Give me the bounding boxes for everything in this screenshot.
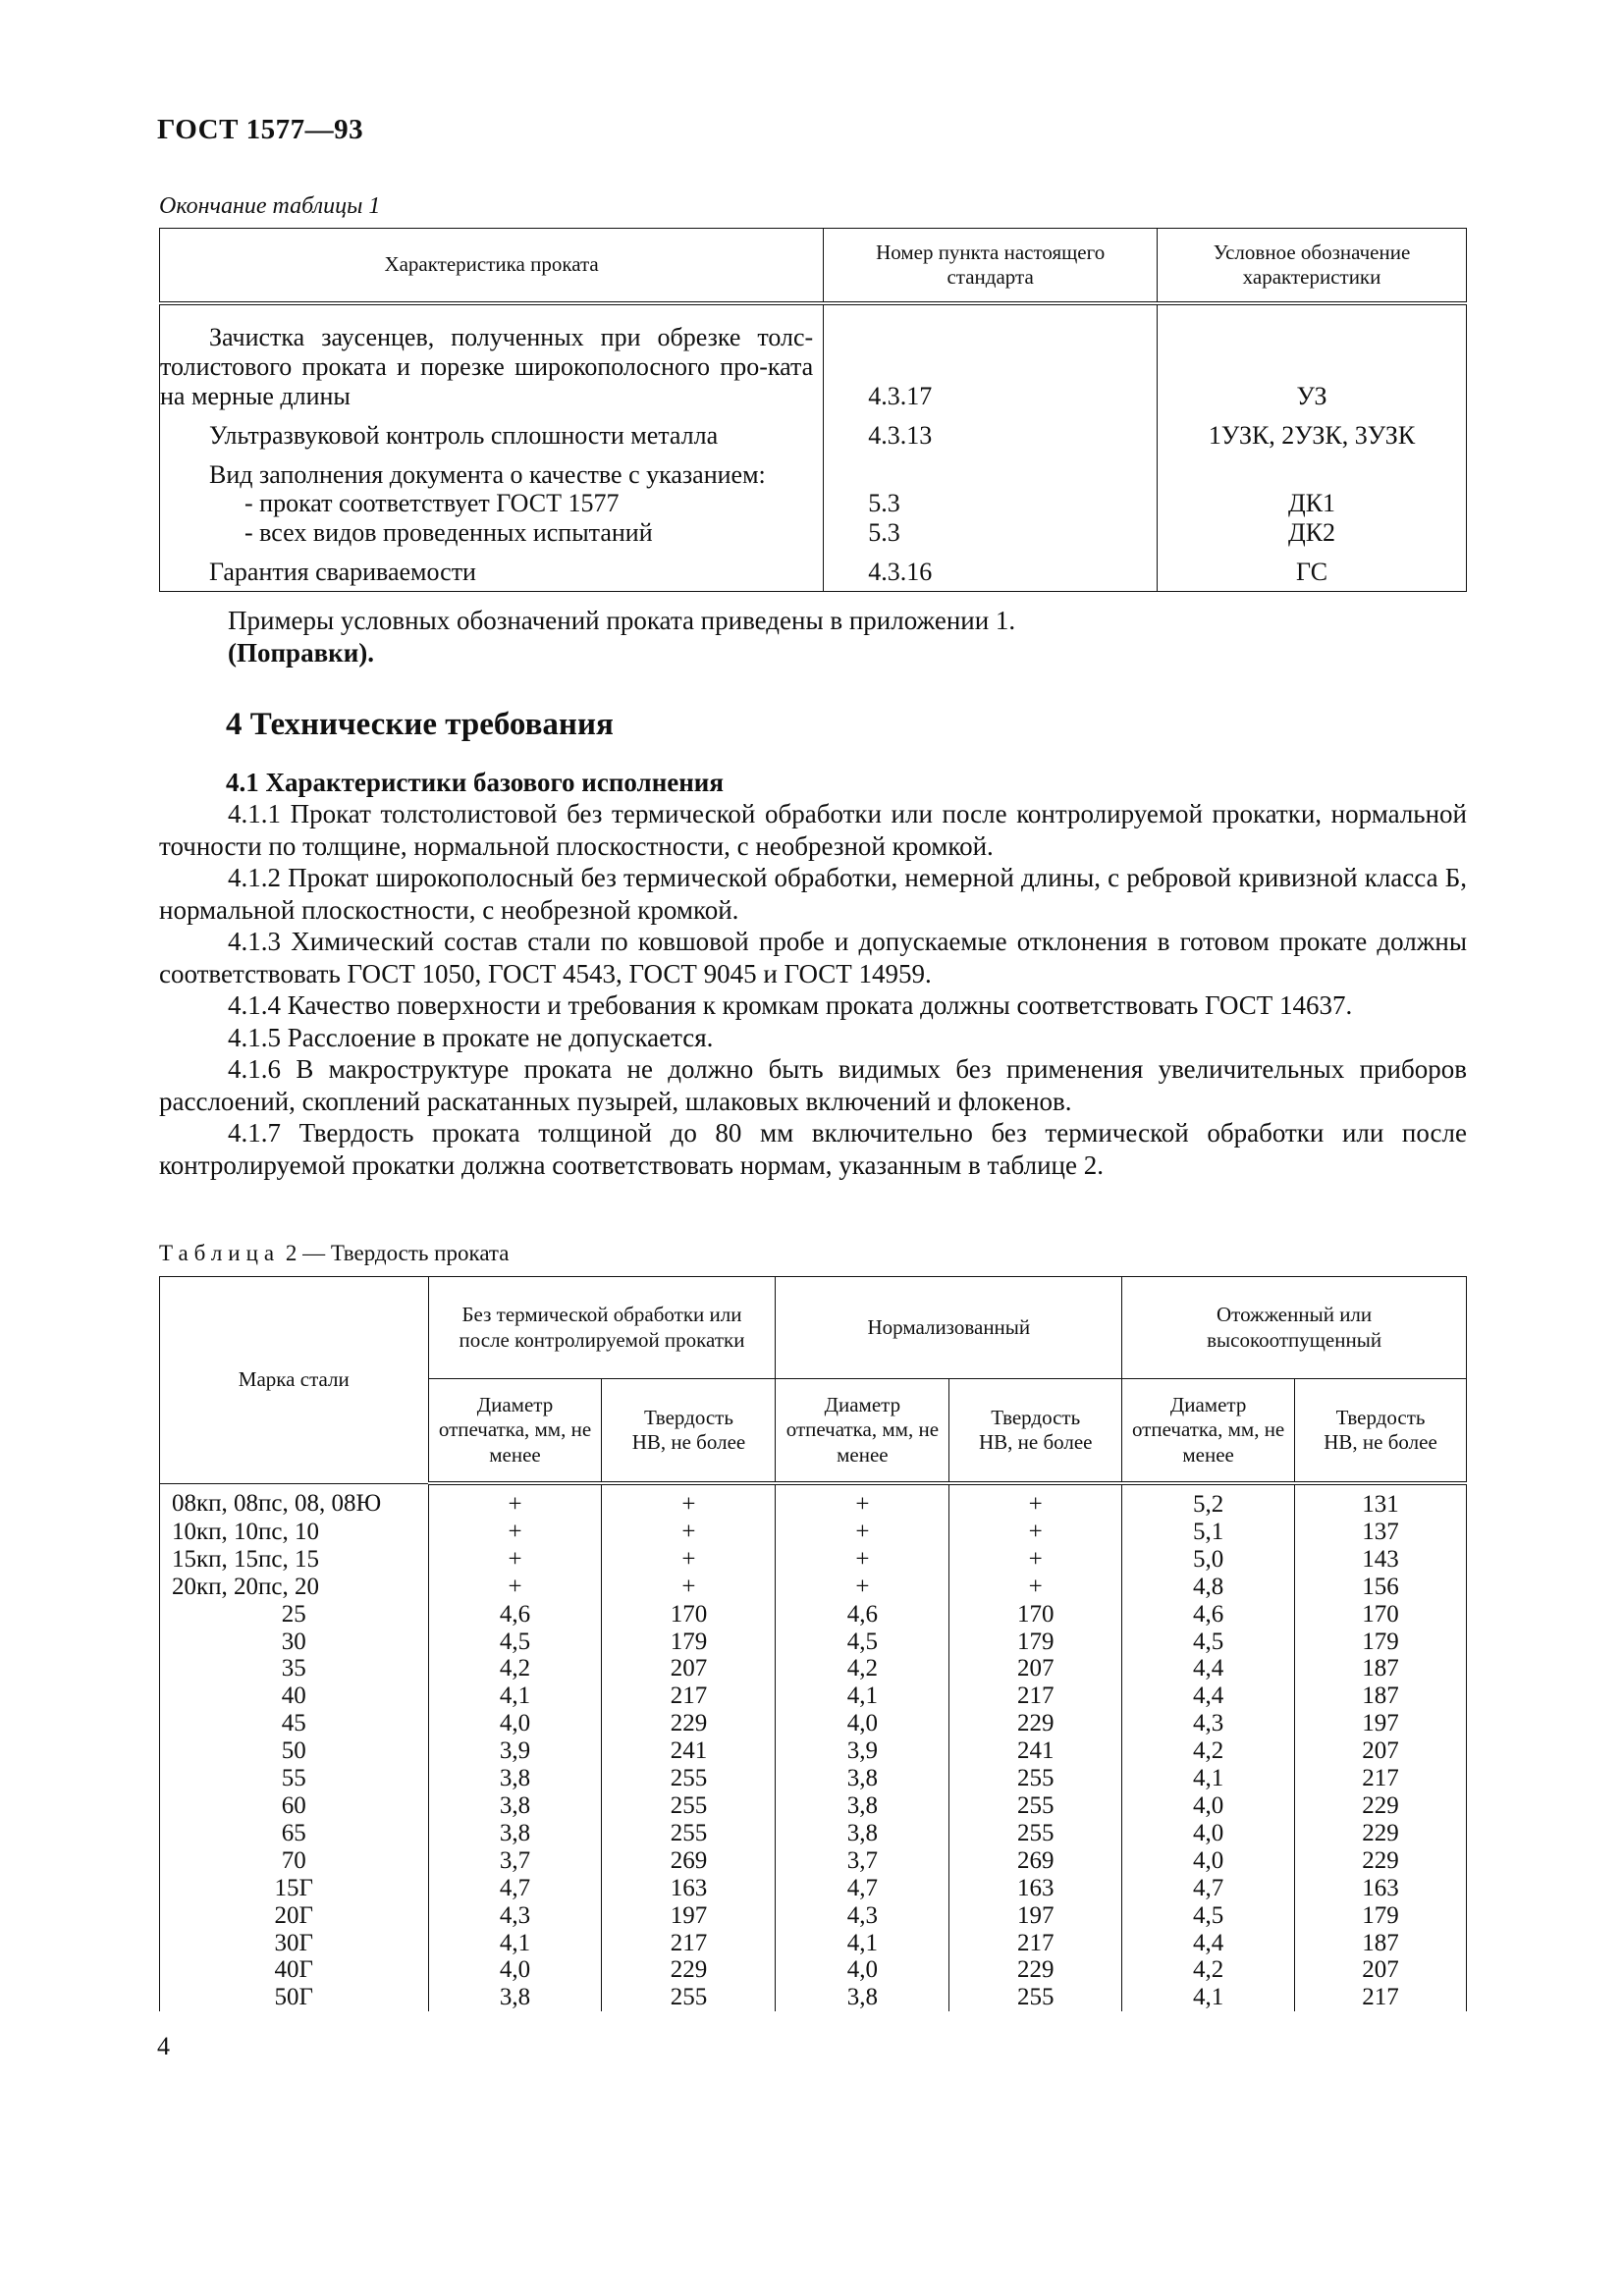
table2-value-cell: 3,8 <box>428 1792 602 1820</box>
table2-value-cell: 5,2 <box>1122 1483 1295 1519</box>
table2-value-cell: 4,1 <box>776 1682 949 1710</box>
table2-value-cell: 4,5 <box>428 1629 602 1656</box>
table2-value-cell: 217 <box>949 1682 1122 1710</box>
table2-value-cell: 179 <box>1295 1629 1467 1656</box>
table-row <box>160 489 1467 518</box>
table-row <box>160 411 1467 451</box>
table2-subheader: Диаметр отпечатка, мм, не менее <box>428 1379 602 1484</box>
table2-value-cell: 156 <box>1295 1574 1467 1601</box>
table2-value-cell: 207 <box>602 1655 776 1682</box>
table2-value-cell: + <box>776 1519 949 1546</box>
table2-value-cell: 4,7 <box>428 1875 602 1902</box>
table2-value-cell: 197 <box>1295 1710 1467 1737</box>
table2-value-cell: 3,8 <box>776 1765 949 1792</box>
table2-value-cell: 3,7 <box>776 1847 949 1875</box>
table2-value-cell: 4,7 <box>1122 1875 1295 1902</box>
table-row <box>160 1984 1467 2011</box>
table-row <box>160 548 1467 591</box>
table1-cell-text: - прокат соответствует ГОСТ 1577 <box>244 489 620 518</box>
table-row <box>160 518 1467 548</box>
steel-grade-cell: 40Г <box>160 1956 429 1984</box>
table2-subheader: Твердость НВ, не более <box>1295 1379 1467 1484</box>
paragraph: 4.1.5 Расслоение в прокате не допускается. <box>228 1022 714 1052</box>
table2-value-cell: + <box>949 1519 1122 1546</box>
table2-value-cell: 4,1 <box>776 1930 949 1957</box>
page-number: 4 <box>157 2032 170 2060</box>
table2-value-cell: 4,0 <box>1122 1792 1295 1820</box>
table2-value-cell: 255 <box>949 1792 1122 1820</box>
table2-value-cell: 207 <box>949 1655 1122 1682</box>
table-row <box>160 303 1467 411</box>
table2-value-cell: + <box>428 1483 602 1519</box>
table1-cell-text: Вид заполнения документа о качестве с указанием: <box>160 451 824 490</box>
table2-value-cell: 4,3 <box>1122 1710 1295 1737</box>
table-row <box>160 1765 1467 1792</box>
table2-value-cell: + <box>428 1546 602 1574</box>
paragraph: 4.1.7 Твердость проката толщиной до 80 мм включительно без термической обработки или после контролируемой прокатки должна соответствовать нормам, указанным в таблице 2. <box>159 1118 1467 1180</box>
steel-grade-cell: 10кп, 10пс, 10 <box>160 1519 429 1546</box>
table-row <box>160 1682 1467 1710</box>
table2-body <box>160 1483 1467 2011</box>
table2-value-cell: 4,5 <box>1122 1902 1295 1930</box>
table2-group-header: Отожженный или высокоотпущенный <box>1122 1277 1467 1379</box>
table2-value-cell: 269 <box>949 1847 1122 1875</box>
table1-header: Условное обозначение характеристики <box>1158 229 1467 304</box>
table2-value-cell: 4,0 <box>1122 1847 1295 1875</box>
table2-value-cell: 4,2 <box>428 1655 602 1682</box>
paragraph: 4.1.4 Качество поверхности и требования к кромкам проката должны соответствовать ГОСТ 14637. <box>228 990 1353 1020</box>
table2-subheader: Диаметр отпечатка, мм, не менее <box>776 1379 949 1484</box>
table-row <box>160 1710 1467 1737</box>
steel-grade-cell: 30 <box>160 1629 429 1656</box>
table2-value-cell: 187 <box>1295 1682 1467 1710</box>
steel-grade-cell: 45 <box>160 1710 429 1737</box>
table2-value-cell: 4,1 <box>1122 1984 1295 2011</box>
table2-value-cell: 229 <box>949 1710 1122 1737</box>
steel-grade-cell: 70 <box>160 1847 429 1875</box>
table2-value-cell: 255 <box>602 1820 776 1847</box>
table2-value-cell: 179 <box>949 1629 1122 1656</box>
table2-value-cell: + <box>428 1574 602 1601</box>
table2-value-cell: 4,5 <box>1122 1629 1295 1656</box>
table2-value-cell: 170 <box>949 1601 1122 1629</box>
table2-value-cell: 217 <box>949 1930 1122 1957</box>
table2-value-cell: 4,6 <box>776 1601 949 1629</box>
section-body <box>159 798 1467 1181</box>
paragraph: 4.1.1 Прокат толстолистовой без термической обработки или после контролируемой прокатки, нормальной точности по толщине, нормальной плоскостности, с необрезной кромкой. <box>159 799 1467 861</box>
table2-value-cell: 4,4 <box>1122 1930 1295 1957</box>
table2-value-cell: 3,8 <box>428 1765 602 1792</box>
table1-cell-num: 4.3.17 <box>824 303 1158 411</box>
table2-group-header: Нормализованный <box>776 1277 1122 1379</box>
steel-grade-cell: 15Г <box>160 1875 429 1902</box>
table2-value-cell: 241 <box>949 1737 1122 1765</box>
table2-value-cell: 269 <box>602 1847 776 1875</box>
table1-header: Характеристика проката <box>160 229 824 304</box>
table2-value-cell: 207 <box>1295 1737 1467 1765</box>
table1-cell-code: ГС <box>1158 548 1467 591</box>
table1-cell-num: 5.3 <box>824 489 1158 518</box>
steel-grade-cell: 08кп, 08пс, 08, 08Ю <box>160 1483 429 1519</box>
table-row <box>160 1847 1467 1875</box>
corrections-note: (Поправки). <box>228 638 375 667</box>
table2-value-cell: 4,4 <box>1122 1682 1295 1710</box>
table2-value-cell: 255 <box>949 1984 1122 2011</box>
table-row <box>160 1956 1467 1984</box>
table2-value-cell: 170 <box>1295 1601 1467 1629</box>
table2-value-cell: 4,1 <box>1122 1765 1295 1792</box>
table1-header: Номер пункта настоящего стандарта <box>824 229 1158 304</box>
table2-value-cell: 241 <box>602 1737 776 1765</box>
table2-value-cell: 179 <box>1295 1902 1467 1930</box>
table2-value-cell: 5,1 <box>1122 1519 1295 1546</box>
table1 <box>159 228 1467 592</box>
table-row <box>160 1483 1467 1519</box>
table2-value-cell: 229 <box>1295 1847 1467 1875</box>
table2-value-cell: 4,4 <box>1122 1655 1295 1682</box>
table2-subheader: Диаметр отпечатка, мм, не менее <box>1122 1379 1295 1484</box>
table2-value-cell: 4,2 <box>1122 1956 1295 1984</box>
table1-cell-code: УЗ <box>1158 303 1467 411</box>
table2-header-row <box>160 1277 1467 1379</box>
table2-value-cell: 4,1 <box>428 1930 602 1957</box>
table2-value-cell: 4,6 <box>1122 1601 1295 1629</box>
table2-value-cell: 3,8 <box>776 1984 949 2011</box>
table2-value-cell: 3,7 <box>428 1847 602 1875</box>
table1-header-row <box>160 229 1467 304</box>
table2-value-cell: 255 <box>949 1765 1122 1792</box>
table1-cell-code: ДК2 <box>1158 518 1467 548</box>
table1-cell-num: 4.3.16 <box>824 548 1158 591</box>
table-row <box>160 1519 1467 1546</box>
table2-value-cell: 197 <box>949 1902 1122 1930</box>
table2-value-cell: 197 <box>602 1902 776 1930</box>
table2-value-cell: 170 <box>602 1601 776 1629</box>
steel-grade-cell: 20Г <box>160 1902 429 1930</box>
table2-value-cell: 4,7 <box>776 1875 949 1902</box>
table2-value-cell: 3,8 <box>428 1820 602 1847</box>
table2-value-cell: + <box>776 1483 949 1519</box>
steel-grade-cell: 50 <box>160 1737 429 1765</box>
table2-value-cell: 4,2 <box>1122 1737 1295 1765</box>
table-row <box>160 1737 1467 1765</box>
table2-value-cell: 163 <box>949 1875 1122 1902</box>
table1-cell-num <box>824 451 1158 490</box>
table2-value-cell: 229 <box>949 1956 1122 1984</box>
table2-value-cell: 5,0 <box>1122 1546 1295 1574</box>
table2-value-cell: 207 <box>1295 1956 1467 1984</box>
table2-value-cell: 217 <box>1295 1765 1467 1792</box>
table2-value-cell: 229 <box>602 1956 776 1984</box>
table2-value-cell: 187 <box>1295 1930 1467 1957</box>
table2-value-cell: 217 <box>1295 1984 1467 2011</box>
table2 <box>159 1276 1467 2011</box>
table2-value-cell: 255 <box>602 1792 776 1820</box>
table1-cell-code <box>1158 451 1467 490</box>
table1-cell-text: Ультразвуковой контроль сплошности металла <box>160 411 824 451</box>
table2-value-cell: 163 <box>602 1875 776 1902</box>
table2-value-cell: + <box>602 1483 776 1519</box>
table2-value-cell: 3,8 <box>428 1984 602 2011</box>
table2-value-cell: 4,2 <box>776 1655 949 1682</box>
paragraph: 4.1.6 В макроструктуре проката не должно быть видимых без применения увеличительных приборов расслоений, скоплений раскатанных пузырей, шлаковых включений и флокенов. <box>159 1054 1467 1116</box>
steel-grade-cell: 50Г <box>160 1984 429 2011</box>
table1-cell-num: 5.3 <box>824 518 1158 548</box>
steel-grade-cell: 40 <box>160 1682 429 1710</box>
table2-value-cell: + <box>602 1519 776 1546</box>
paragraph: 4.1.2 Прокат широкополосный без термической обработки, немерной длины, с ребровой кривизной класса Б, нормальной плоскостности, с необрезной кромкой. <box>159 863 1467 925</box>
table-row <box>160 1902 1467 1930</box>
table-row <box>160 1629 1467 1656</box>
table2-value-cell: 163 <box>1295 1875 1467 1902</box>
table2-value-cell: 3,8 <box>776 1820 949 1847</box>
table2-value-cell: 179 <box>602 1629 776 1656</box>
subsection-title: 4.1 Характеристики базового исполнения <box>226 768 724 797</box>
steel-grade-cell: 60 <box>160 1792 429 1820</box>
steel-grade-cell: 55 <box>160 1765 429 1792</box>
table-row <box>160 1601 1467 1629</box>
table2-value-cell: 217 <box>602 1930 776 1957</box>
table2-value-cell: + <box>776 1574 949 1601</box>
table2-subheader: Твердость НВ, не более <box>949 1379 1122 1484</box>
table2-value-cell: + <box>602 1574 776 1601</box>
table1-cell-text: - всех видов проведенных испытаний <box>244 518 653 548</box>
table2-value-cell: 255 <box>602 1765 776 1792</box>
table2-value-cell: 4,0 <box>428 1710 602 1737</box>
table1-cell-code: ДК1 <box>1158 489 1467 518</box>
table1-cell-num: 4.3.13 <box>824 411 1158 451</box>
table2-value-cell: 255 <box>949 1820 1122 1847</box>
table2-value-cell: 4,0 <box>1122 1820 1295 1847</box>
table-row <box>160 1546 1467 1574</box>
table2-value-cell: 131 <box>1295 1483 1467 1519</box>
table-row <box>160 1655 1467 1682</box>
table-row <box>160 1792 1467 1820</box>
table2-subheader: Твердость НВ, не более <box>602 1379 776 1484</box>
table2-group-header: Без термической обработки или после контролируемой прокатки <box>428 1277 776 1379</box>
table2-value-cell: 4,0 <box>776 1710 949 1737</box>
table2-value-cell: 4,6 <box>428 1601 602 1629</box>
table-row <box>160 1875 1467 1902</box>
table-row <box>160 1820 1467 1847</box>
document-code: ГОСТ 1577—93 <box>157 114 364 145</box>
table2-caption: Таблица 2 — Твердость проката <box>159 1241 510 1265</box>
examples-note: Примеры условных обозначений проката приведены в приложении 1. <box>228 606 1016 635</box>
table2-value-cell: 229 <box>602 1710 776 1737</box>
table2-value-cell: + <box>949 1546 1122 1574</box>
paragraph: 4.1.3 Химический состав стали по ковшовой пробе и допускаемые отклонения в готовом прокате должны соответствовать ГОСТ 1050, ГОСТ 4543, ГОСТ 9045 и ГОСТ 14959. <box>159 927 1467 988</box>
table2-value-cell: + <box>949 1483 1122 1519</box>
table2-value-cell: + <box>428 1519 602 1546</box>
steel-grade-cell: 15кп, 15пс, 15 <box>160 1546 429 1574</box>
steel-grade-cell: 20кп, 20пс, 20 <box>160 1574 429 1601</box>
table-row <box>160 1930 1467 1957</box>
table2-value-cell: 3,9 <box>428 1737 602 1765</box>
table2-value-cell: 137 <box>1295 1519 1467 1546</box>
table2-value-cell: 4,5 <box>776 1629 949 1656</box>
table2-value-cell: + <box>602 1546 776 1574</box>
table2-value-cell: 4,1 <box>428 1682 602 1710</box>
table2-value-cell: 4,8 <box>1122 1574 1295 1601</box>
table2-value-cell: 3,9 <box>776 1737 949 1765</box>
table2-value-cell: 4,0 <box>776 1956 949 1984</box>
table-row <box>160 451 1467 490</box>
table2-value-cell: + <box>949 1574 1122 1601</box>
table2-value-cell: 217 <box>602 1682 776 1710</box>
table2-value-cell: 229 <box>1295 1820 1467 1847</box>
table-row <box>160 1574 1467 1601</box>
table2-value-cell: 4,3 <box>428 1902 602 1930</box>
steel-grade-cell: 25 <box>160 1601 429 1629</box>
table1-cell-text: Зачистка заусенцев, полученных при обрезке толс-толистового проката и порезке широкополосного про-ката на мерные длины <box>160 323 814 410</box>
steel-grade-cell: 65 <box>160 1820 429 1847</box>
table1-cell-text: Гарантия свариваемости <box>160 548 824 591</box>
table1-cell-code: 1УЗК, 2УЗК, 3УЗК <box>1158 411 1467 451</box>
table2-value-cell: 3,8 <box>776 1792 949 1820</box>
steel-grade-cell: 35 <box>160 1655 429 1682</box>
table2-header: Марка стали <box>160 1277 429 1484</box>
steel-grade-cell: 30Г <box>160 1930 429 1957</box>
section-title: 4 Технические требования <box>226 707 614 742</box>
table2-value-cell: 143 <box>1295 1546 1467 1574</box>
table2-value-cell: + <box>776 1546 949 1574</box>
table2-value-cell: 4,0 <box>428 1956 602 1984</box>
table2-value-cell: 255 <box>602 1984 776 2011</box>
table1-caption: Окончание таблицы 1 <box>159 193 381 219</box>
table2-value-cell: 229 <box>1295 1792 1467 1820</box>
table2-value-cell: 187 <box>1295 1655 1467 1682</box>
table2-value-cell: 4,3 <box>776 1902 949 1930</box>
